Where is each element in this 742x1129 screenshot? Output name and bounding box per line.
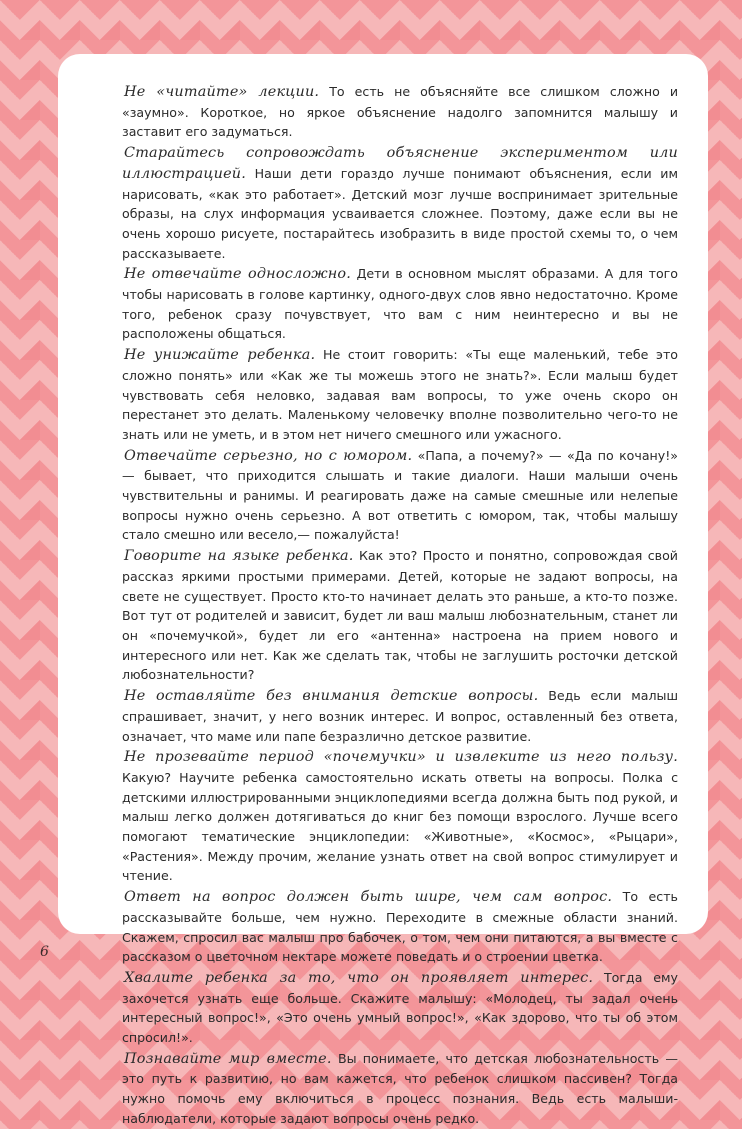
page-card — [58, 54, 708, 1126]
paragraph-text: Какую? Научите ребенка самостоятельно искать ответы на вопросы. Полка с детскими иллюстрированными энциклопедиями всегда должна быть под рукой, и малыш легко должен дотягиваться до книг без помощи взрослого. Лучше всего помогают тематические энциклопедии: «Животные», «Космос», «Рыцари», «Растения». Между прочим, желание узнать ответ на свой вопрос стимулирует и чтение. — [122, 769, 678, 884]
paragraph-text: То есть рассказывайте больше, чем нужно. Переходите в смежные области знаний. Скажем, спросил вас малыш про бабочек, о том, чем они питаются, а вы вместе с рассказом о цветочном нектаре можете поведать и о строении цветка. — [122, 889, 678, 965]
paragraph-text: Тогда ему захочется узнать еще больше. Скажите малышу: «Молодец, ты задал очень интересный вопрос!», «Это очень умный вопрос!», «Как здорово, что ты об этом спросил!». — [122, 969, 679, 1046]
paragraph-text: Наши дети гораздо лучше понимают объяснения, если им нарисовать, «как это работает». Детский мозг лучше воспринимает зрительные образы, на слух информация усваивается сложнее. Поэтому, даже если вы не очень хорошо рисуете, постарайтесь изобразить в виде простой схемы то, о чем рассказываете. — [122, 165, 678, 261]
paragraph-praise — [122, 968, 678, 1048]
paragraph-lead: Говорите на языке ребенка. — [124, 548, 354, 565]
paragraph-lectures — [122, 82, 678, 142]
paragraph-text: Ведь если малыш спрашивает, значит, у него возник интерес. И вопрос, оставленный без ответа, означает, что маме или папе безразлично детское развитие. — [122, 688, 678, 744]
paragraph-serious-humor — [122, 446, 678, 546]
paragraph-attention — [122, 686, 678, 746]
paragraph-lead: Не «читайте» лекции. — [124, 84, 320, 100]
paragraph-wider-answer — [122, 887, 678, 967]
paragraph-not-monosyllabic — [122, 264, 678, 344]
paragraph-text: Дети в основном мыслят образами. А для того чтобы нарисовать в голове картинку, одного-двух слов явно недостаточно. Кроме того, ребенок сразу почувствует, что вам с ним неинтересно и вы не расположены общаться. — [122, 266, 678, 342]
paragraph-why-period — [122, 747, 678, 886]
paragraph-lead: Не оставляйте без внимания детские вопросы. — [124, 688, 539, 705]
paragraph-lead: Хвалите ребенка за то, что он проявляет интерес. — [124, 969, 594, 986]
paragraph-lead: Не отвечайте односложно. — [124, 266, 352, 283]
paragraph-lead: Отвечайте серьезно, но с юмором. — [124, 447, 413, 464]
paragraph-lead: Ответ на вопрос должен быть шире, чем сам вопрос. — [124, 889, 613, 906]
paragraph-lead: Не прозевайте период «почемучки» и извлеките из него пользу. — [124, 749, 678, 766]
paragraph-text: Вы понимаете, что детская любознательность — это путь к развитию, но вам кажется, что ребенок слишком пассивен? Тогда нужно помочь ему включиться в процесс познания. Ведь есть малыши-наблюдатели, которые задают вопросы очень редко. — [122, 1050, 678, 1126]
paragraph-text: То есть не объясняйте все слишком сложно и «заумно». Короткое, но яркое объяснение надолго запомнится малышу и заставит его задуматься. — [122, 84, 678, 140]
page-number: 6 — [40, 944, 49, 960]
paragraph-lead: Старайтесь сопровождать объяснение экспериментом или иллюстрацией. — [122, 145, 678, 182]
paragraph-text: «Папа, а почему?» — «Да по кочану!» — бывает, что приходится слышать и такие диалоги. Наши малыши очень чувствительны и ранимы. И реагировать даже на самые смешные или нелепые вопросы нужно очень серьезно. А вот ответить с юмором, так, чтобы малышу стало смешно или весело,— пожалуйста! — [122, 447, 678, 543]
paragraph-child-language — [122, 546, 678, 685]
paragraph-text: Как это? Просто и понятно, сопровождая свой рассказ яркими простыми примерами. Детей, которые не задают вопросы, на свете не существует. Просто кто-то начинает делать это раньше, а кто-то позже. Вот тут от родителей и зависит, будет ли ваш малыш любознательным, станет ли он «почемучкой», будет ли его «антенна» настроена на прием нового и интересного или нет. Как же сделать так, чтобы не заглушить росточки детской любознательности? — [122, 548, 678, 683]
paragraph-explore-together — [122, 1049, 678, 1129]
paragraph-lead: Познавайте мир вместе. — [124, 1050, 332, 1067]
paragraph-lead: Не унижайте ребенка. — [124, 347, 316, 364]
paragraph-illustrate — [122, 143, 678, 263]
paragraph-text: Не стоит говорить: «Ты еще маленький, тебе это сложно понять» или «Как же ты можешь этого не знать?». Если малыш будет чувствовать себя неловко, задавая вам вопросы, то уже очень скоро он перестанет это делать. Маленькому человечку вполне позволительно чего-то не знать или не уметь, и в этом нет ничего смешного или ужасного. — [122, 347, 678, 442]
paragraph-not-humiliate — [122, 345, 678, 445]
